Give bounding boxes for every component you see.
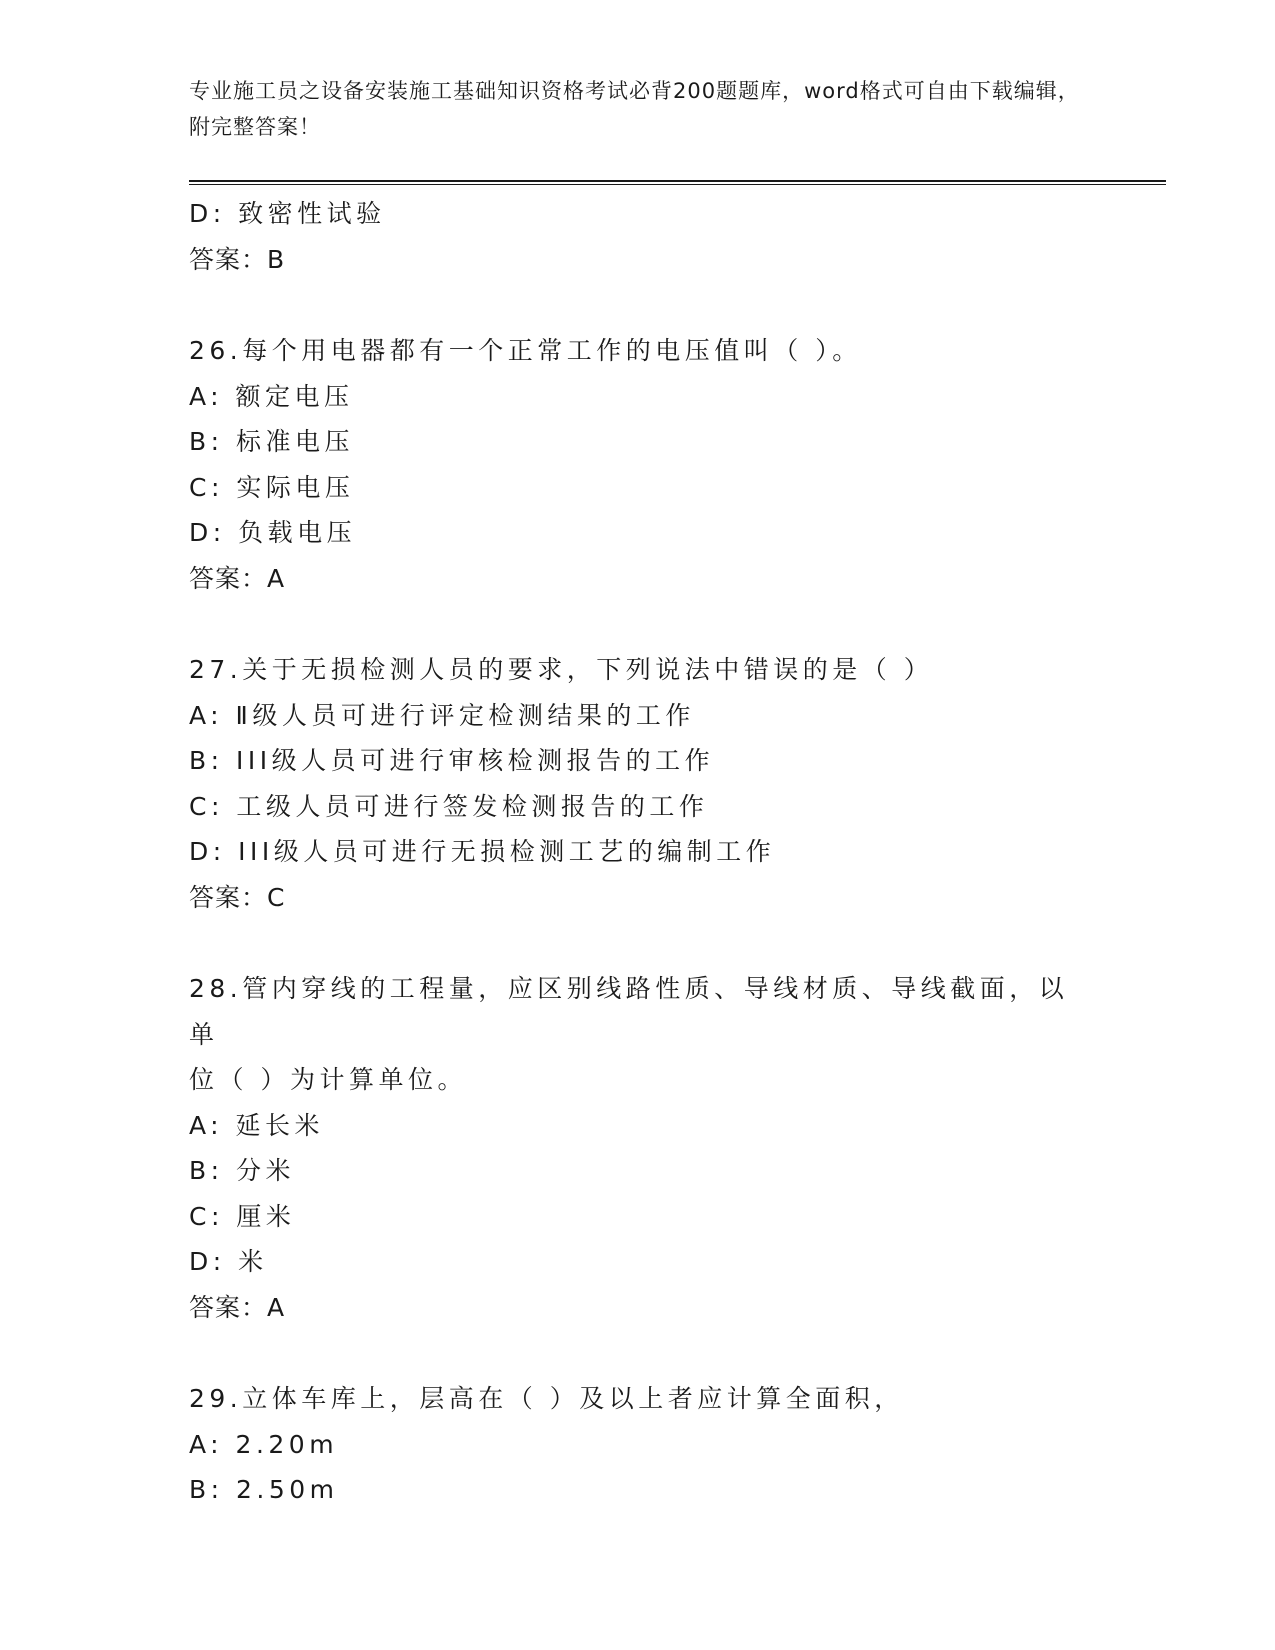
question-stem-line-2: 位（ ）为计算单位。 bbox=[189, 1065, 467, 1094]
option-d: D: 米 bbox=[189, 1247, 268, 1276]
question-stem: 27.关于无损检测人员的要求，下列说法中错误的是（ ） bbox=[189, 655, 934, 684]
question-25-tail bbox=[189, 191, 1089, 282]
option-b: B: 分米 bbox=[189, 1156, 296, 1185]
question-27 bbox=[189, 647, 1089, 920]
question-stem: 29.立体车库上，层高在（ ）及以上者应计算全面积， bbox=[189, 1384, 904, 1413]
option-a: A: 2.20m bbox=[189, 1429, 339, 1459]
option-c: C: 工级人员可进行签发检测报告的工作 bbox=[189, 791, 709, 821]
option-d: D: III级人员可进行无损检测工艺的编制工作 bbox=[189, 837, 776, 866]
header-divider bbox=[189, 180, 1166, 185]
option-d: D: 致密性试验 bbox=[189, 199, 386, 228]
option-d: D: 负载电压 bbox=[189, 518, 357, 547]
question-28 bbox=[189, 966, 1089, 1330]
option-a: A: 延长米 bbox=[189, 1110, 325, 1140]
question-stem: 26.每个用电器都有一个正常工作的电压值叫（ ）。 bbox=[189, 336, 862, 365]
answer: 答案：A bbox=[189, 563, 286, 593]
option-a: A: 额定电压 bbox=[189, 381, 354, 411]
option-b: B: 2.50m bbox=[189, 1475, 339, 1504]
question-stem-line-1: 28.管内穿线的工程量，应区别线路性质、导线材质、导线截面，以单 bbox=[189, 974, 1069, 1049]
option-c: C: 厘米 bbox=[189, 1201, 296, 1231]
answer: 答案：A bbox=[189, 1292, 286, 1322]
option-c: C: 实际电压 bbox=[189, 472, 355, 502]
answer: 答案：C bbox=[189, 882, 286, 912]
answer: 答案：B bbox=[189, 244, 286, 274]
question-29 bbox=[189, 1376, 1089, 1513]
question-26 bbox=[189, 328, 1089, 601]
option-b: B: 标准电压 bbox=[189, 427, 355, 456]
document-header: 专业施工员之设备安装施工基础知识资格考试必背200题题库，word格式可自由下载编辑，附完整答案！ bbox=[189, 79, 1080, 139]
option-a: A: Ⅱ级人员可进行评定检测结果的工作 bbox=[189, 700, 695, 730]
question-list bbox=[189, 191, 1089, 1513]
option-b: B: III级人员可进行审核检测报告的工作 bbox=[189, 746, 715, 775]
